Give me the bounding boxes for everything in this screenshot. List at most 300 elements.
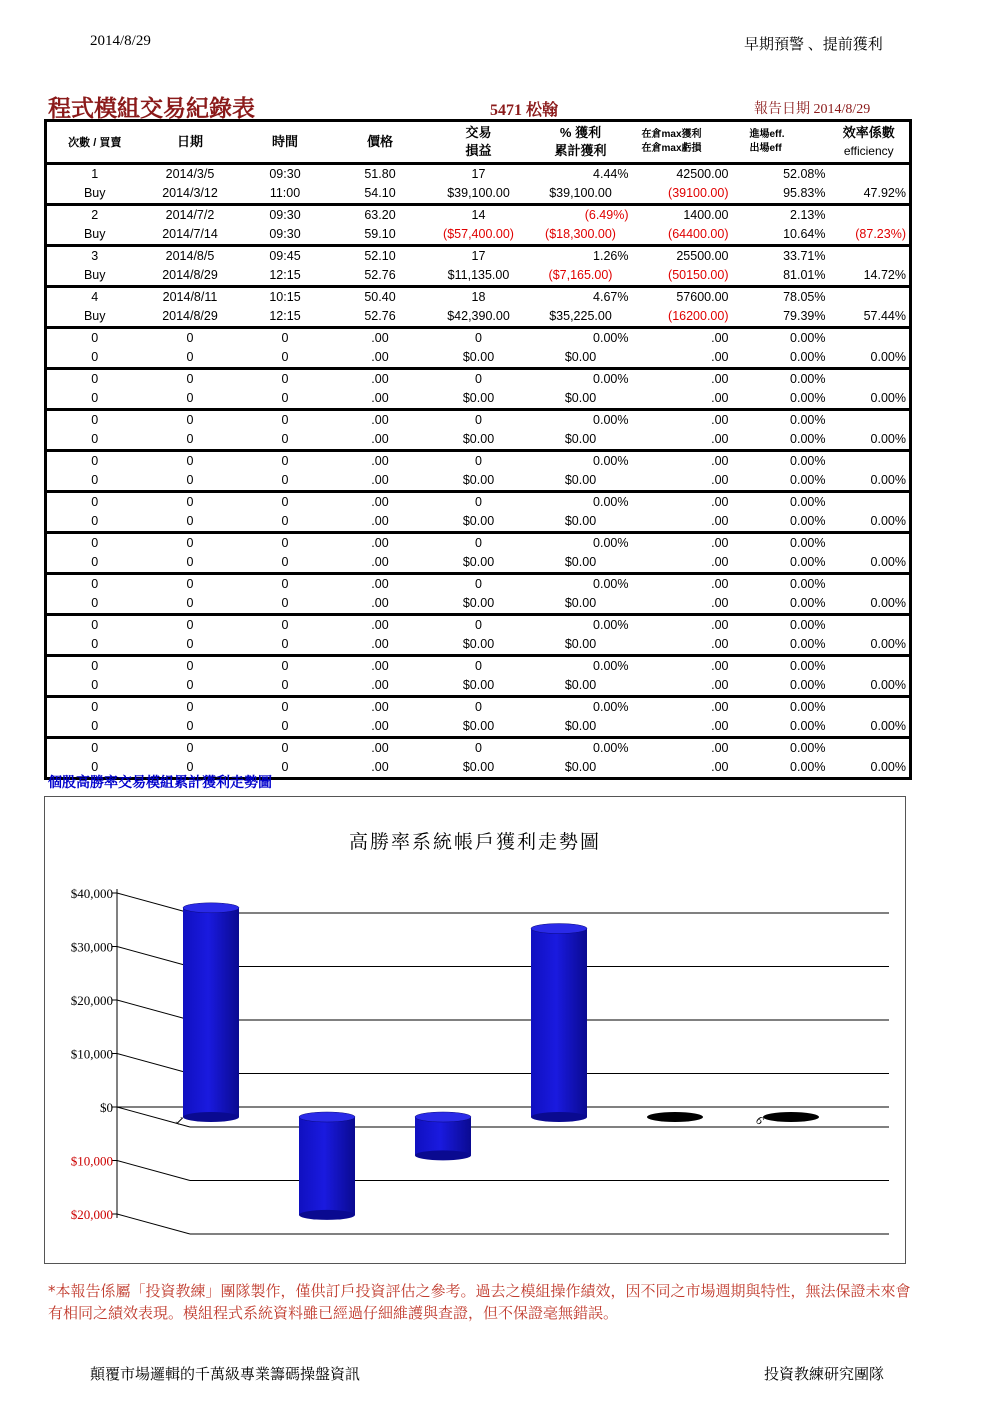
- col-header-pnl: [428, 121, 530, 164]
- col-header-profit: [530, 121, 632, 164]
- table-cell: .00: [333, 389, 428, 410]
- table-cell: 0.00%: [593, 618, 629, 632]
- table-cell: 0: [475, 577, 482, 591]
- table-cell: .00: [371, 536, 389, 550]
- table-cell: 78.05%: [783, 290, 826, 304]
- table-cell: 0: [46, 594, 143, 615]
- chart-section-label: 個股高勝率交易模組累計獲利走勢圖: [48, 774, 272, 790]
- table-row: [46, 246, 911, 267]
- table-cell: .00: [333, 758, 428, 779]
- table-cell: 0.00%: [790, 536, 826, 550]
- table-cell: 0.00%: [732, 430, 829, 451]
- table-cell: 0.00%: [732, 717, 829, 738]
- col-header-date: 日期: [143, 121, 238, 164]
- table-cell: 51.80: [364, 167, 396, 181]
- table-cell: 0.00%: [829, 471, 911, 492]
- table-cell: 10.64%: [732, 225, 829, 246]
- y-tick-label: $30,000: [70, 939, 113, 955]
- bar-top-cap: [531, 924, 587, 934]
- col-header-pnl-bottom: 損益: [465, 143, 492, 158]
- table-cell: 0: [186, 536, 194, 550]
- table-cell: 42500.00: [676, 167, 729, 181]
- table-cell: 0.00%: [829, 717, 911, 738]
- table-row: [46, 594, 911, 615]
- table-cell: $0.00: [530, 553, 632, 574]
- table-row: [46, 492, 911, 513]
- col-header-price: 價格: [333, 121, 428, 164]
- chart-title: 高勝率系統帳戶獲利走勢圖: [348, 831, 602, 853]
- table-cell: 0: [475, 741, 482, 755]
- table-cell: 0.00%: [732, 553, 829, 574]
- table-row: [46, 451, 911, 472]
- table-cell: 0.00%: [790, 454, 826, 468]
- table-cell: 0: [186, 495, 194, 509]
- gridline-depth: [117, 947, 190, 967]
- table-cell: .00: [711, 413, 729, 427]
- table-cell: 57.44%: [829, 307, 911, 328]
- table-cell: 0: [46, 553, 143, 574]
- table-row: [46, 635, 911, 656]
- table-cell: $0.00: [428, 635, 530, 656]
- table-cell: 0: [186, 372, 194, 386]
- col-header-max-top: 在倉max獲利: [641, 129, 702, 140]
- table-cell: 0: [281, 413, 289, 427]
- table-cell: 2014/3/5: [165, 167, 215, 181]
- table-cell: 0: [186, 741, 194, 755]
- table-cell: .00: [711, 454, 729, 468]
- table-cell: 0.00%: [593, 659, 629, 673]
- table-cell: [829, 287, 911, 308]
- table-cell: 95.83%: [732, 184, 829, 205]
- table-cell: 0: [46, 348, 143, 369]
- table-cell: .00: [632, 471, 732, 492]
- table-cell: [829, 246, 911, 267]
- table-cell: 59.10: [333, 225, 428, 246]
- col-header-profit-bottom: 累計獲利: [554, 143, 607, 158]
- table-cell: [829, 328, 911, 349]
- table-cell: $0.00: [530, 512, 632, 533]
- table-cell: 0.00%: [829, 389, 911, 410]
- table-cell: 2014/7/14: [143, 225, 238, 246]
- table-cell: 2014/8/29: [143, 307, 238, 328]
- bar-bottom-cap: [299, 1210, 355, 1220]
- table-cell: 0: [475, 454, 482, 468]
- table-cell: .00: [333, 635, 428, 656]
- table-cell: 2014/8/5: [165, 249, 215, 263]
- table-cell: [829, 656, 911, 677]
- table-cell: Buy: [46, 225, 143, 246]
- table-cell: .00: [371, 577, 389, 591]
- table-cell: .00: [371, 659, 389, 673]
- table-cell: [829, 697, 911, 718]
- table-cell: 0.00%: [732, 389, 829, 410]
- table-cell: 0.00%: [829, 348, 911, 369]
- table-row: [46, 287, 911, 308]
- table-cell: 0.00%: [593, 536, 629, 550]
- table-cell: 0.00%: [829, 553, 911, 574]
- col-header-count: 次數 / 買賣: [46, 121, 143, 164]
- table-cell: 0: [143, 512, 238, 533]
- table-cell: .00: [333, 471, 428, 492]
- table-cell: 0.00%: [732, 676, 829, 697]
- table-cell: 54.10: [333, 184, 428, 205]
- table-row: [46, 656, 911, 677]
- table-cell: $0.00: [428, 512, 530, 533]
- table-cell: .00: [371, 454, 389, 468]
- table-cell: .00: [333, 717, 428, 738]
- table-row: [46, 471, 911, 492]
- bar: [299, 1117, 355, 1215]
- table-cell: 0.00%: [790, 741, 826, 755]
- table-cell: 18: [471, 290, 486, 304]
- table-cell: 0: [281, 536, 289, 550]
- table-cell: .00: [711, 618, 729, 632]
- disclaimer-note: *本報告係屬「投資教練」團隊製作，僅供訂戶投資評估之參考。過去之模組操作績效，因不同之市場週期與特性，無法保證未來會有相同之績效表現。模組程式系統資料雖已經過仔細維護與查證，但不保證毫無錯誤。: [48, 1282, 911, 1322]
- table-cell: 52.08%: [783, 167, 826, 181]
- table-cell: 0: [91, 659, 99, 673]
- table-cell: .00: [333, 676, 428, 697]
- table-cell: 1400.00: [683, 208, 729, 222]
- table-cell: 0: [238, 676, 333, 697]
- page-title: 程式模組交易紀錄表: [48, 96, 255, 121]
- table-row: [46, 717, 911, 738]
- table-cell: 0.00%: [732, 635, 829, 656]
- table-cell: 0: [475, 536, 482, 550]
- table-cell: 0: [281, 495, 289, 509]
- table-cell: $39,100.00: [530, 184, 632, 205]
- table-cell: $0.00: [530, 389, 632, 410]
- table-cell: 0: [143, 676, 238, 697]
- bar-top-cap: [415, 1112, 471, 1122]
- table-cell: 0: [143, 758, 238, 779]
- table-cell: $35,225.00: [530, 307, 632, 328]
- table-cell: 0: [186, 659, 194, 673]
- table-cell: 25500.00: [676, 249, 729, 263]
- table-cell: 0: [238, 348, 333, 369]
- table-cell: .00: [371, 700, 389, 714]
- table-cell: .00: [632, 512, 732, 533]
- table-cell: 0: [46, 717, 143, 738]
- table-cell: [829, 738, 911, 759]
- table-cell: ($7,165.00): [530, 266, 632, 287]
- table-cell: (87.23%): [829, 225, 911, 246]
- gridline-depth: [117, 893, 190, 913]
- table-cell: $0.00: [428, 471, 530, 492]
- table-cell: .00: [632, 676, 732, 697]
- col-header-max: [632, 121, 732, 164]
- table-cell: [829, 574, 911, 595]
- table-cell: .00: [711, 577, 729, 591]
- table-cell: 0.00%: [829, 430, 911, 451]
- table-cell: 0: [475, 372, 482, 386]
- table-cell: 47.92%: [829, 184, 911, 205]
- y-tick-label: $40,000: [70, 886, 113, 901]
- table-cell: 4.67%: [593, 290, 629, 304]
- table-cell: 0.00%: [732, 758, 829, 779]
- table-cell: $0.00: [530, 471, 632, 492]
- table-cell: 0: [46, 512, 143, 533]
- table-row: [46, 676, 911, 697]
- table-row: [46, 205, 911, 226]
- table-cell: 0: [91, 741, 99, 755]
- stock-name: 5471 松翰: [490, 102, 559, 119]
- col-header-efficiency-top: 效率係數: [842, 125, 895, 140]
- table-cell: 2014/8/11: [162, 290, 218, 304]
- table-cell: 0: [186, 618, 194, 632]
- table-cell: 4.44%: [593, 167, 629, 181]
- table-cell: 0: [475, 700, 482, 714]
- table-cell: 0: [46, 635, 143, 656]
- table-cell: 0: [281, 331, 289, 345]
- table-cell: .00: [632, 758, 732, 779]
- table-cell: .00: [333, 553, 428, 574]
- table-cell: $0.00: [428, 676, 530, 697]
- table-cell: 11:00: [238, 184, 333, 205]
- table-cell: $0.00: [530, 717, 632, 738]
- table-cell: 2: [91, 208, 99, 222]
- table-cell: [829, 492, 911, 513]
- table-cell: .00: [632, 389, 732, 410]
- table-cell: 0.00%: [593, 577, 629, 591]
- profit-chart-frame: [44, 796, 906, 1264]
- table-row: [46, 225, 911, 246]
- table-cell: 3: [91, 249, 99, 263]
- col-header-time: 時間: [238, 121, 333, 164]
- table-cell: 14.72%: [829, 266, 911, 287]
- table-cell: $0.00: [428, 594, 530, 615]
- header-tagline: 早期預警 、提前獲利: [744, 37, 883, 53]
- table-cell: 2014/3/12: [143, 184, 238, 205]
- col-header-profit-top: % 獲利: [559, 125, 602, 140]
- table-cell: [829, 615, 911, 636]
- table-cell: 09:30: [269, 208, 301, 222]
- table-cell: 57600.00: [676, 290, 729, 304]
- gridline-depth: [117, 1214, 190, 1234]
- table-cell: 0.00%: [790, 495, 826, 509]
- table-cell: 0.00%: [732, 512, 829, 533]
- table-cell: 0.00%: [593, 700, 629, 714]
- table-cell: 12:15: [238, 307, 333, 328]
- table-cell: $0.00: [428, 389, 530, 410]
- table-cell: .00: [632, 553, 732, 574]
- table-cell: 0: [46, 389, 143, 410]
- footer-left: 顛覆市場邏輯的千萬級專業籌碼操盤資訊: [90, 1365, 361, 1383]
- table-cell: 0: [281, 741, 289, 755]
- table-cell: 09:45: [269, 249, 301, 263]
- header-date: 2014/8/29: [90, 33, 151, 49]
- table-cell: 0: [475, 659, 482, 673]
- table-cell: 12:15: [238, 266, 333, 287]
- table-cell: 0: [238, 389, 333, 410]
- table-row: [46, 533, 911, 554]
- table-cell: 0.00%: [732, 471, 829, 492]
- table-cell: 0: [238, 594, 333, 615]
- table-cell: $0.00: [530, 594, 632, 615]
- table-cell: 09:30: [269, 167, 301, 181]
- table-cell: Buy: [46, 184, 143, 205]
- table-cell: 0: [143, 430, 238, 451]
- col-header-eff-top: 進場eff.: [749, 129, 785, 140]
- x-tick-label: 1: [172, 1113, 188, 1128]
- table-cell: 0.00%: [593, 454, 629, 468]
- table-cell: .00: [632, 430, 732, 451]
- table-cell: 0: [143, 717, 238, 738]
- table-cell: $0.00: [428, 553, 530, 574]
- table-cell: .00: [632, 348, 732, 369]
- table-cell: 0: [238, 430, 333, 451]
- table-cell: (39100.00): [632, 184, 732, 205]
- table-cell: 0.00%: [790, 700, 826, 714]
- table-cell: 0: [143, 471, 238, 492]
- y-tick-label: $10,000: [70, 1046, 113, 1062]
- col-header-efficiency-bottom: efficiency: [843, 144, 894, 158]
- table-cell: 0: [281, 618, 289, 632]
- table-cell: 0: [91, 413, 99, 427]
- table-cell: 52.76: [333, 266, 428, 287]
- table-row: [46, 266, 911, 287]
- table-row: [46, 369, 911, 390]
- table-cell: .00: [371, 331, 389, 345]
- footer-right: 投資教練研究團隊: [764, 1365, 885, 1383]
- table-cell: 0: [186, 413, 194, 427]
- table-cell: (64400.00): [632, 225, 732, 246]
- bar-bottom-cap: [531, 1112, 587, 1122]
- table-cell: $0.00: [530, 676, 632, 697]
- table-cell: 79.39%: [732, 307, 829, 328]
- table-cell: [829, 451, 911, 472]
- table-cell: 0.00%: [790, 372, 826, 386]
- bar: [415, 1117, 471, 1155]
- table-cell: 50.40: [364, 290, 396, 304]
- table-cell: 0.00%: [593, 741, 629, 755]
- table-cell: 0: [143, 389, 238, 410]
- table-cell: 0: [91, 495, 99, 509]
- table-cell: 2014/8/29: [143, 266, 238, 287]
- table-cell: $42,390.00: [428, 307, 530, 328]
- table-row: [46, 348, 911, 369]
- table-cell: 0: [238, 471, 333, 492]
- table-row: [46, 328, 911, 349]
- table-cell: 0.00%: [593, 372, 629, 386]
- table-cell: .00: [711, 741, 729, 755]
- table-row: [46, 307, 911, 328]
- table-row: [46, 738, 911, 759]
- table-cell: 0: [186, 454, 194, 468]
- table-cell: 0: [238, 553, 333, 574]
- bar: [647, 1112, 703, 1122]
- table-cell: 52.76: [333, 307, 428, 328]
- table-cell: .00: [711, 536, 729, 550]
- table-cell: 0: [238, 635, 333, 656]
- table-cell: $0.00: [428, 758, 530, 779]
- gridline-depth: [117, 1054, 190, 1074]
- bar: [763, 1112, 819, 1122]
- table-cell: 0: [281, 659, 289, 673]
- table-row: [46, 410, 911, 431]
- table-row: [46, 697, 911, 718]
- bar-bottom-cap: [415, 1150, 471, 1160]
- table-cell: 0: [186, 577, 194, 591]
- table-cell: $0.00: [530, 758, 632, 779]
- table-cell: 0.00%: [593, 495, 629, 509]
- table-cell: 81.01%: [732, 266, 829, 287]
- table-cell: ($57,400.00): [428, 225, 530, 246]
- table-cell: 0: [91, 618, 99, 632]
- table-cell: (16200.00): [632, 307, 732, 328]
- table-cell: 63.20: [364, 208, 396, 222]
- table-cell: 0.00%: [732, 594, 829, 615]
- table-cell: $0.00: [530, 430, 632, 451]
- y-tick-label: $10,000: [70, 1153, 113, 1169]
- table-cell: 0: [91, 331, 99, 345]
- table-cell: $0.00: [530, 635, 632, 656]
- bar: [183, 908, 239, 1117]
- table-cell: .00: [711, 331, 729, 345]
- table-cell: 0.00%: [829, 635, 911, 656]
- table-cell: 0: [46, 430, 143, 451]
- table-row: [46, 512, 911, 533]
- table-cell: 0.00%: [790, 413, 826, 427]
- table-cell: $11,135.00: [428, 266, 530, 287]
- table-cell: 0: [238, 717, 333, 738]
- table-cell: 0: [143, 553, 238, 574]
- table-cell: 0: [281, 700, 289, 714]
- table-cell: .00: [711, 659, 729, 673]
- table-cell: 09:30: [238, 225, 333, 246]
- table-header-row: [46, 121, 911, 164]
- table-cell: 2014/7/2: [165, 208, 215, 222]
- table-cell: 0: [475, 618, 482, 632]
- report-date: 報告日期 2014/8/29: [754, 102, 871, 117]
- table-cell: 4: [91, 290, 99, 304]
- table-cell: .00: [371, 741, 389, 755]
- bar-top-cap: [299, 1112, 355, 1122]
- table-cell: Buy: [46, 266, 143, 287]
- table-cell: .00: [371, 413, 389, 427]
- table-cell: 0.00%: [593, 413, 629, 427]
- table-cell: [829, 533, 911, 554]
- table-cell: 0.00%: [593, 331, 629, 345]
- table-cell: 0.00%: [790, 577, 826, 591]
- table-cell: 0: [143, 348, 238, 369]
- bar-top-cap: [183, 903, 239, 913]
- table-cell: .00: [632, 635, 732, 656]
- col-header-eff: [732, 121, 829, 164]
- table-cell: .00: [333, 594, 428, 615]
- table-row: [46, 615, 911, 636]
- table-row: [46, 164, 911, 185]
- table-cell: 0.00%: [829, 512, 911, 533]
- table-cell: .00: [711, 495, 729, 509]
- table-cell: 0: [238, 512, 333, 533]
- table-cell: 0: [91, 372, 99, 386]
- table-cell: .00: [333, 512, 428, 533]
- table-cell: 0: [91, 577, 99, 591]
- table-row: [46, 430, 911, 451]
- table-cell: 0: [46, 471, 143, 492]
- col-header-efficiency: [829, 121, 911, 164]
- table-cell: 0: [475, 331, 482, 345]
- table-cell: 0: [91, 454, 99, 468]
- gridline-depth: [117, 1000, 190, 1020]
- trade-record-table: [44, 119, 912, 780]
- table-cell: [829, 369, 911, 390]
- table-cell: Buy: [46, 307, 143, 328]
- y-tick-label: $0: [100, 1100, 113, 1115]
- table-cell: 0: [475, 495, 482, 509]
- table-cell: .00: [371, 495, 389, 509]
- table-cell: 0: [91, 700, 99, 714]
